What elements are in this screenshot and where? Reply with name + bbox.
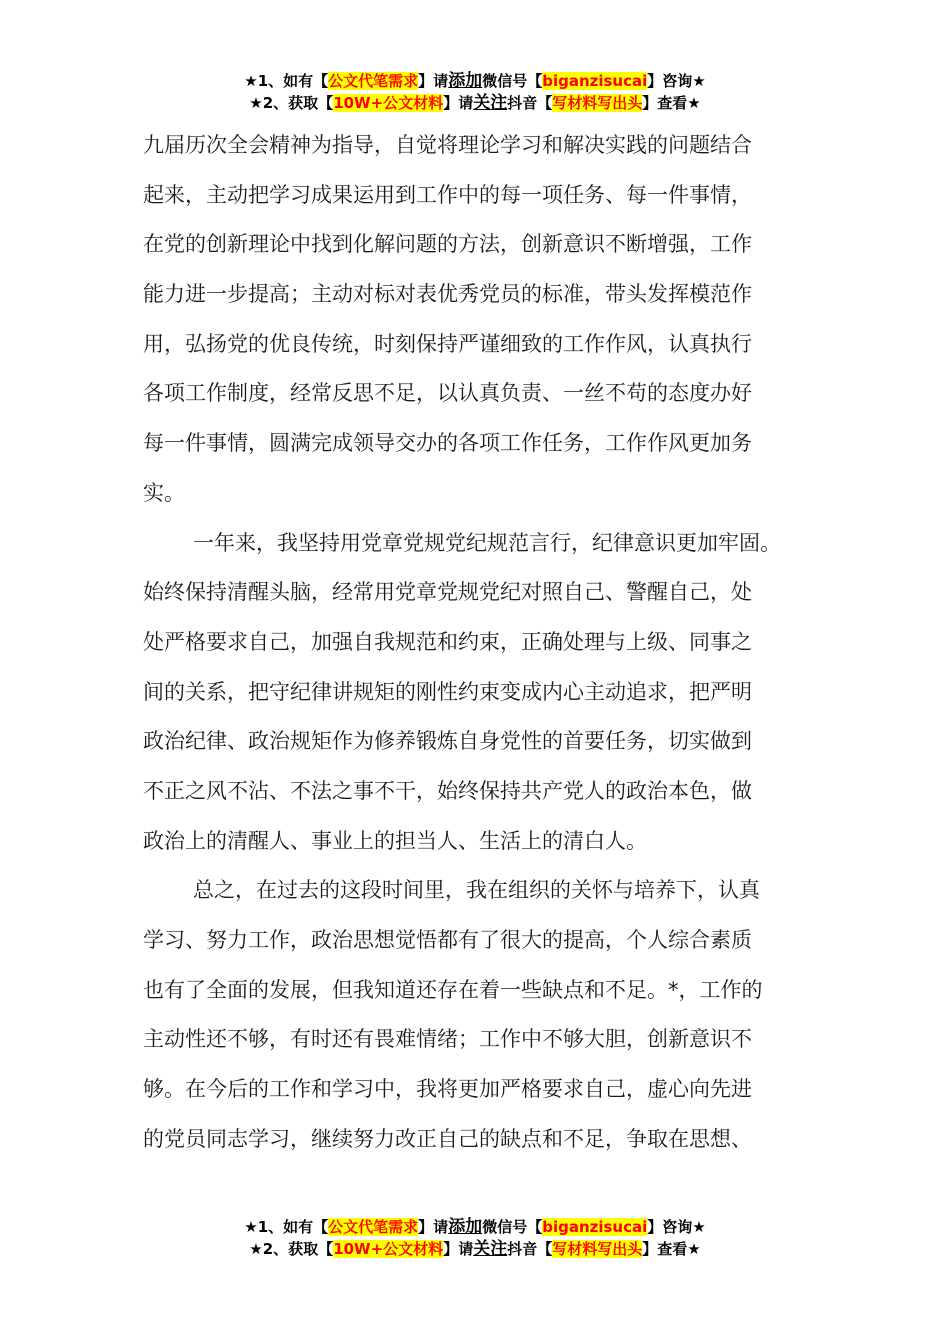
highlight-materials: 10W+公文材料 bbox=[333, 1240, 444, 1258]
body-line: 够。在今后的工作和学习中，我将更加严格要求自己，虚心向先进 bbox=[143, 1077, 752, 1102]
body-line: 主动性还不够，有时还有畏难情绪；工作中不够大胆，创新意识不 bbox=[143, 1027, 752, 1052]
highlight-wechat-id: biganzisucai bbox=[542, 72, 648, 90]
body-line: 也有了全面的发展，但我知道还存在着一些缺点和不足。*，工作的 bbox=[143, 977, 763, 1002]
banner-line-1: ★1、如有【公文代笔需求】请添加微信号【biganzisucai】咨询★ bbox=[244, 1217, 706, 1237]
banner-line-2: ★2、获取【10W+公文材料】请关注抖音【写材料写出头】查看★ bbox=[249, 93, 701, 113]
body-line: 实。 bbox=[143, 480, 185, 505]
document-body bbox=[143, 121, 813, 1164]
body-line: 九届历次全会精神为指导，自觉将理论学习和解决实践的问题结合 bbox=[143, 133, 752, 157]
body-line: 起来，主动把学习成果运用到工作中的每一项任务、每一件事情， bbox=[143, 182, 752, 207]
highlight-wechat-id: biganzisucai bbox=[542, 1218, 648, 1236]
highlight-service: 公文代笔需求 bbox=[328, 1218, 419, 1236]
body-line: 政治上的清醒人、事业上的担当人、生活上的清白人。 bbox=[143, 828, 647, 853]
highlight-materials: 10W+公文材料 bbox=[333, 94, 444, 112]
body-line: 间的关系，把守纪律讲规矩的刚性约束变成内心主动追求，把严明 bbox=[143, 679, 752, 704]
body-line: 不正之风不沾、不法之事不干，始终保持共产党人的政治本色，做 bbox=[143, 778, 752, 803]
star-icon: ★ bbox=[692, 1218, 706, 1236]
body-line: 处严格要求自己，加强自我规范和约束，正确处理与上级、同事之 bbox=[143, 629, 752, 654]
body-line: 始终保持清醒头脑，经常用党章党规党纪对照自己、警醒自己，处 bbox=[143, 580, 752, 605]
body-line: 能力进一步提高；主动对标对表优秀党员的标准，带头发挥模范作 bbox=[143, 282, 752, 307]
star-icon: ★ bbox=[687, 94, 701, 112]
body-line: 在党的创新理论中找到化解问题的方法，创新意识不断增强，工作 bbox=[143, 232, 752, 257]
body-line: 学习、努力工作，政治思想觉悟都有了很大的提高，个人综合素质 bbox=[143, 928, 752, 952]
paragraph-start: 一年来，我坚持用党章党规党纪规范言行，纪律意识更加牢固。 bbox=[193, 530, 781, 555]
star-icon: ★ bbox=[249, 1240, 263, 1258]
body-line: 政治纪律、政治规矩作为修养锻炼自身党性的首要任务，切实做到 bbox=[143, 729, 752, 754]
star-icon: ★ bbox=[692, 72, 706, 90]
banner-line-2: ★2、获取【10W+公文材料】请关注抖音【写材料写出头】查看★ bbox=[249, 1239, 701, 1259]
highlight-service: 公文代笔需求 bbox=[328, 72, 419, 90]
paragraph-start: 总之，在过去的这段时间里，我在组织的关怀与培养下，认真 bbox=[193, 878, 760, 903]
highlight-douyin: 写材料写出头 bbox=[552, 94, 643, 112]
highlight-douyin: 写材料写出头 bbox=[552, 1240, 643, 1258]
star-icon: ★ bbox=[249, 94, 263, 112]
header-banner bbox=[0, 70, 950, 114]
star-icon: ★ bbox=[244, 1218, 258, 1236]
star-icon: ★ bbox=[244, 72, 258, 90]
banner-line-1: ★1、如有【公文代笔需求】请添加微信号【biganzisucai】咨询★ bbox=[244, 71, 706, 91]
body-line: 每一件事情，圆满完成领导交办的各项工作任务，工作作风更加务 bbox=[143, 431, 752, 456]
body-line: 各项工作制度，经常反思不足，以认真负责、一丝不苟的态度办好 bbox=[143, 381, 752, 406]
star-icon: ★ bbox=[687, 1240, 701, 1258]
body-line: 的党员同志学习，继续努力改正自己的缺点和不足，争取在思想、 bbox=[143, 1126, 752, 1151]
footer-banner bbox=[0, 1216, 950, 1260]
body-line: 用，弘扬党的优良传统，时刻保持严谨细致的工作作风，认真执行 bbox=[143, 331, 752, 356]
